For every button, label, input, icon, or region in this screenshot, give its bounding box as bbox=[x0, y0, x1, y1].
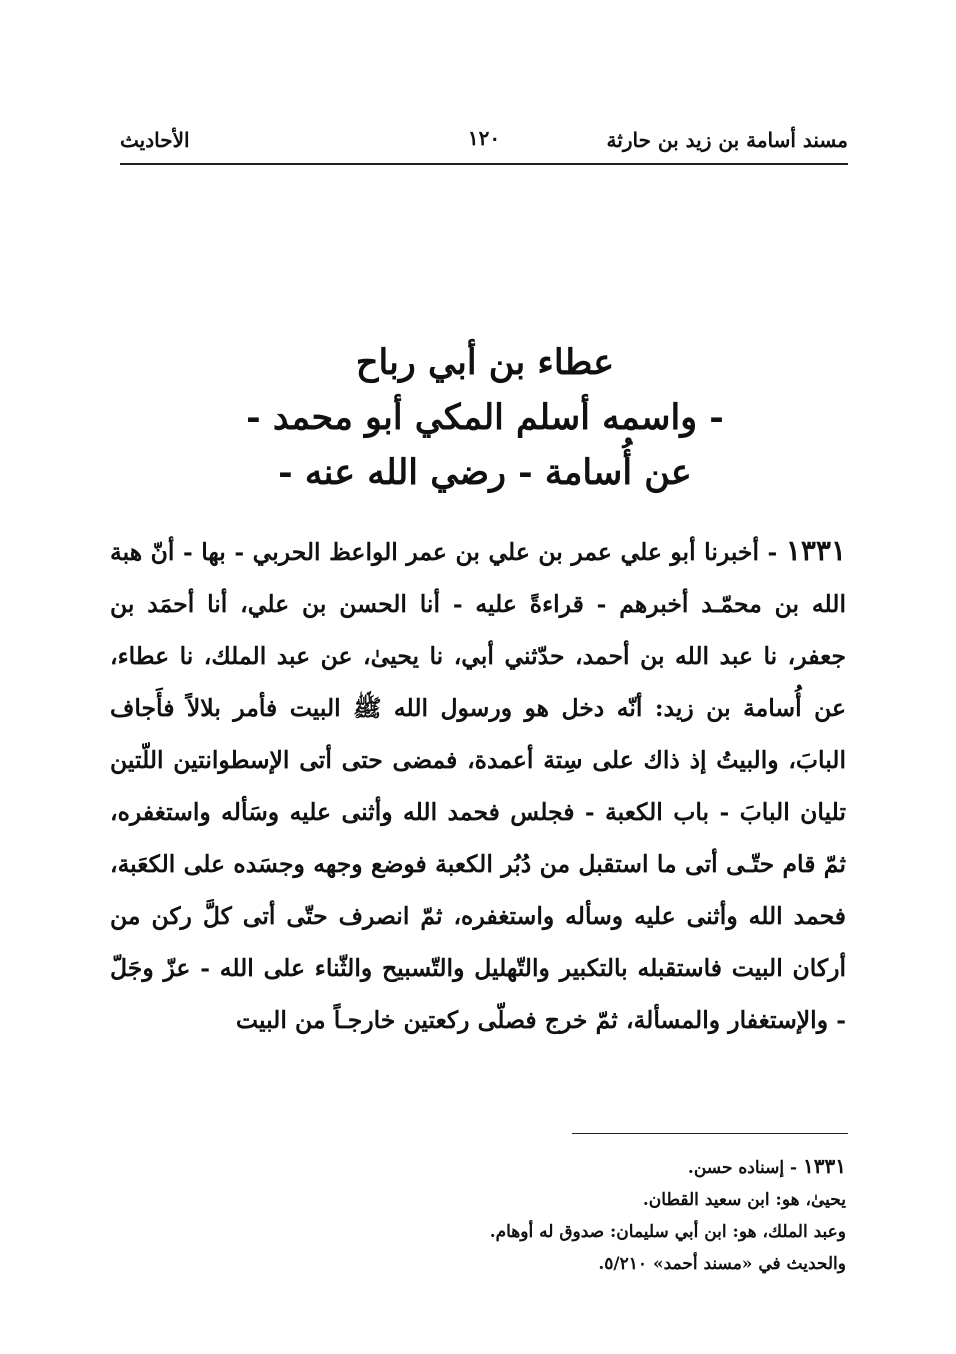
hadith-text: - أخبرنا أبو علي عمر بن علي بن عمر الواعظ الحربي - بها - أنّ هبة الله بن محمّـد أخبرهم - قراءةً عليه - أنا الحسن بن علي، أنا أحمَد بن جعفر، نا عبد الله بن أحمد، حدّثني أبي، نا يحيىٰ، عن عبد الملك، نا عطاء، عن أُسامة بن زيد: أنّه دخل هو ورسول الله ﷺ البيت فأمر بلالاً فأَجاف البابَ، والبيتُ إذ ذاك على سِتة أعمدة، فمضى حتى أتى الإسطوانتين اللّتين تليان البابَ - باب الكعبة - فجلس فحمد الله وأثنى عليه وسَأله واستغفره، ثمّ قام حتّـى أتى ما استقبل من دُبُر الكعبة فوضع وجهه وجسَده على الكعَبة، فحمد الله وأثنى عليه وسأله واستغفره، ثمّ انصرف حتّى أتى كلَّ ركن من أركان البيت فاستقبله بالتكبير والتّهليل والتّسبيح والثّناء على الله - عزّ وجَلّ - والإستغفار والمسألة، ثمّ خرج فصلّى ركعتين خارجـاً من البيت bbox=[110, 538, 846, 1034]
title-line-1: عطاء بن أبي رباح bbox=[355, 342, 615, 383]
hadith-text-block bbox=[110, 525, 846, 1046]
running-header bbox=[120, 118, 848, 162]
page-number: ١٢٠ bbox=[467, 126, 501, 150]
footnotes bbox=[300, 1150, 846, 1280]
footnote-divider bbox=[572, 1133, 848, 1134]
title-line-2: - واسمه أسلم المكي أبو محمد - bbox=[246, 397, 724, 438]
chapter-title bbox=[130, 335, 840, 500]
book-title: مسند أسامة بن زيد بن حارثة bbox=[606, 128, 848, 152]
footnote-line-2: يحيىٰ، هو: ابن سعيد القطان. bbox=[642, 1190, 846, 1210]
footnote-line-3: وعبد الملك، هو: ابن أبي سليمان: صدوق له أوهام. bbox=[489, 1222, 846, 1242]
title-line-3: عن أُسامة - رضي الله عنه - bbox=[278, 452, 692, 493]
section-title: الأحاديث bbox=[120, 128, 190, 152]
footnote-line-1 bbox=[300, 1150, 846, 1184]
footnote-number: ١٣٣١ bbox=[803, 1154, 846, 1178]
footnote-grading: - إسناده حسن. bbox=[687, 1158, 798, 1178]
hadith-number: ١٣٣١ bbox=[785, 534, 846, 567]
header-divider bbox=[120, 163, 848, 165]
footnote-line-4: والحديث في «مسند أحمد» ٥/٢١٠. bbox=[598, 1254, 846, 1274]
